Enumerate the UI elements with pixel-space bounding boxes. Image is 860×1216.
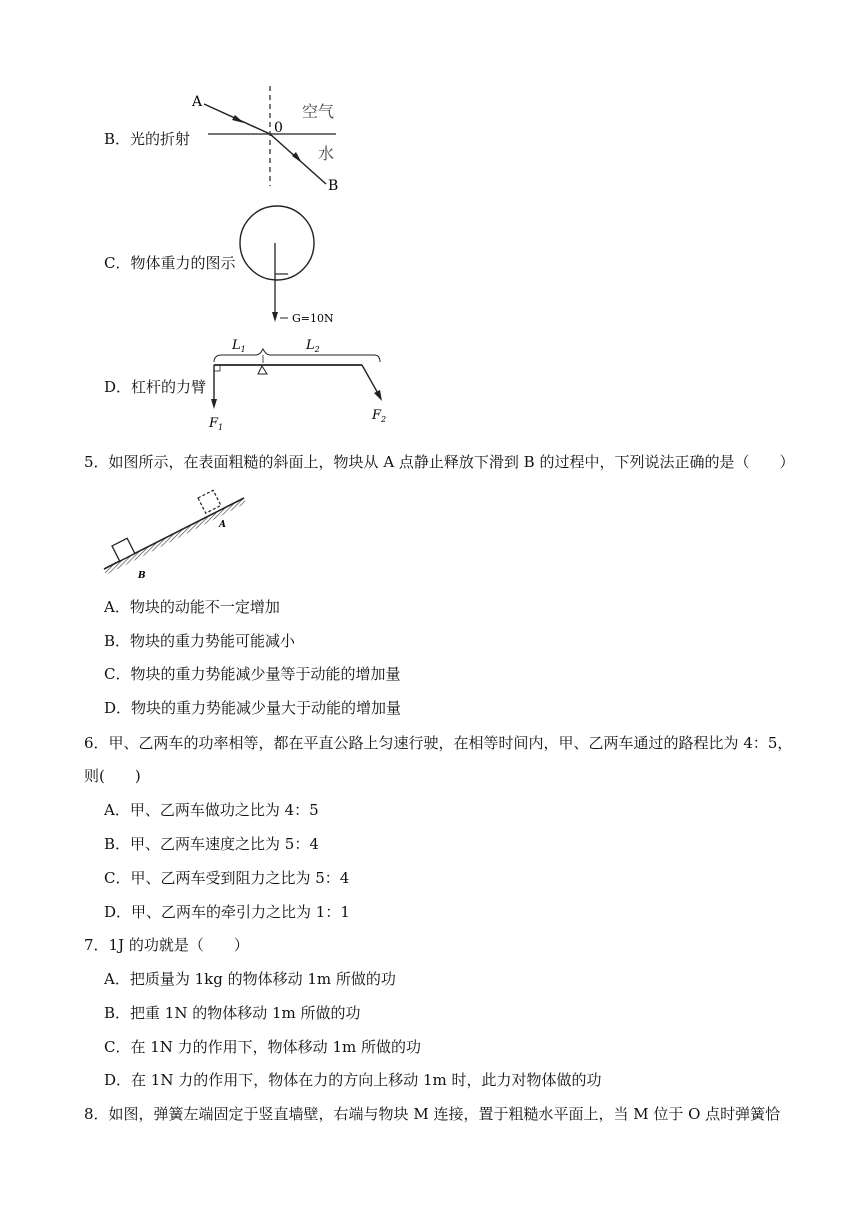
q7-option-d: D．在 1N 力的作用下，物体在力的方向上移动 1m 时，此力对物体做的功 (104, 1071, 602, 1089)
f1-label: $F_1$ (209, 416, 224, 432)
f2-label: $F_2$ (372, 408, 387, 424)
incline-b-label: B (138, 571, 146, 581)
q7-option-b: B．把重 1N 的物体移动 1m 所做的功 (104, 1004, 361, 1022)
q6-option-b: B．甲、乙两车速度之比为 5：4 (104, 835, 319, 853)
q5-option-b: B．物块的重力势能可能减小 (104, 632, 296, 650)
option-d-lever: D．杠杆的力臂 (104, 378, 207, 396)
option-b-refraction: B．光的折射 (104, 130, 191, 148)
water-label: 水 (318, 144, 335, 163)
question-8: 8．如图，弹簧左端固定于竖直墙壁，右端与物块 M 连接，置于粗糙水平面上，当 M 位于 O 点时弹簧恰 (84, 1105, 781, 1123)
q7-option-a: A．把质量为 1kg 的物体移动 1m 所做的功 (104, 970, 396, 988)
point-b-label: B (328, 178, 339, 194)
point-o-label: 0 (274, 120, 283, 136)
lever-figure (200, 335, 400, 435)
incline-figure (98, 482, 258, 582)
q5-option-a: A．物块的动能不一定增加 (104, 598, 280, 616)
q7-option-c: C．在 1N 力的作用下，物体移动 1m 所做的功 (104, 1038, 421, 1056)
l1-label: $L_1$ (232, 338, 246, 354)
point-a-label: A (192, 94, 203, 110)
incline-a-label: A (219, 520, 226, 530)
question-7: 7．1J 的功就是（ ） (84, 936, 249, 954)
air-label: 空气 (302, 102, 335, 121)
q6-option-a: A．甲、乙两车做功之比为 4：5 (104, 801, 319, 819)
gravity-label: G=10N (292, 312, 334, 325)
question-6-cont: 则( ) (84, 767, 141, 785)
q6-option-c: C．甲、乙两车受到阻力之比为 5：4 (104, 869, 350, 887)
question-5: 5．如图所示，在表面粗糙的斜面上，物块从 A 点静止释放下滑到 B 的过程中，下列说法正确的是（ ） (84, 453, 795, 471)
question-6: 6．甲、乙两车的功率相等，都在平直公路上匀速行驶，在相等时间内，甲、乙两车通过的路程比为 4：5， (84, 734, 793, 752)
l2-label: $L_2$ (306, 338, 320, 354)
option-c-gravity: C．物体重力的图示 (104, 254, 236, 272)
gravity-figure (230, 200, 370, 332)
refraction-figure (188, 86, 358, 196)
q5-option-d: D．物块的重力势能减少量大于动能的增加量 (104, 699, 402, 717)
q6-option-d: D．甲、乙两车的牵引力之比为 1：1 (104, 903, 350, 921)
q5-option-c: C．物块的重力势能减少量等于动能的增加量 (104, 665, 401, 683)
